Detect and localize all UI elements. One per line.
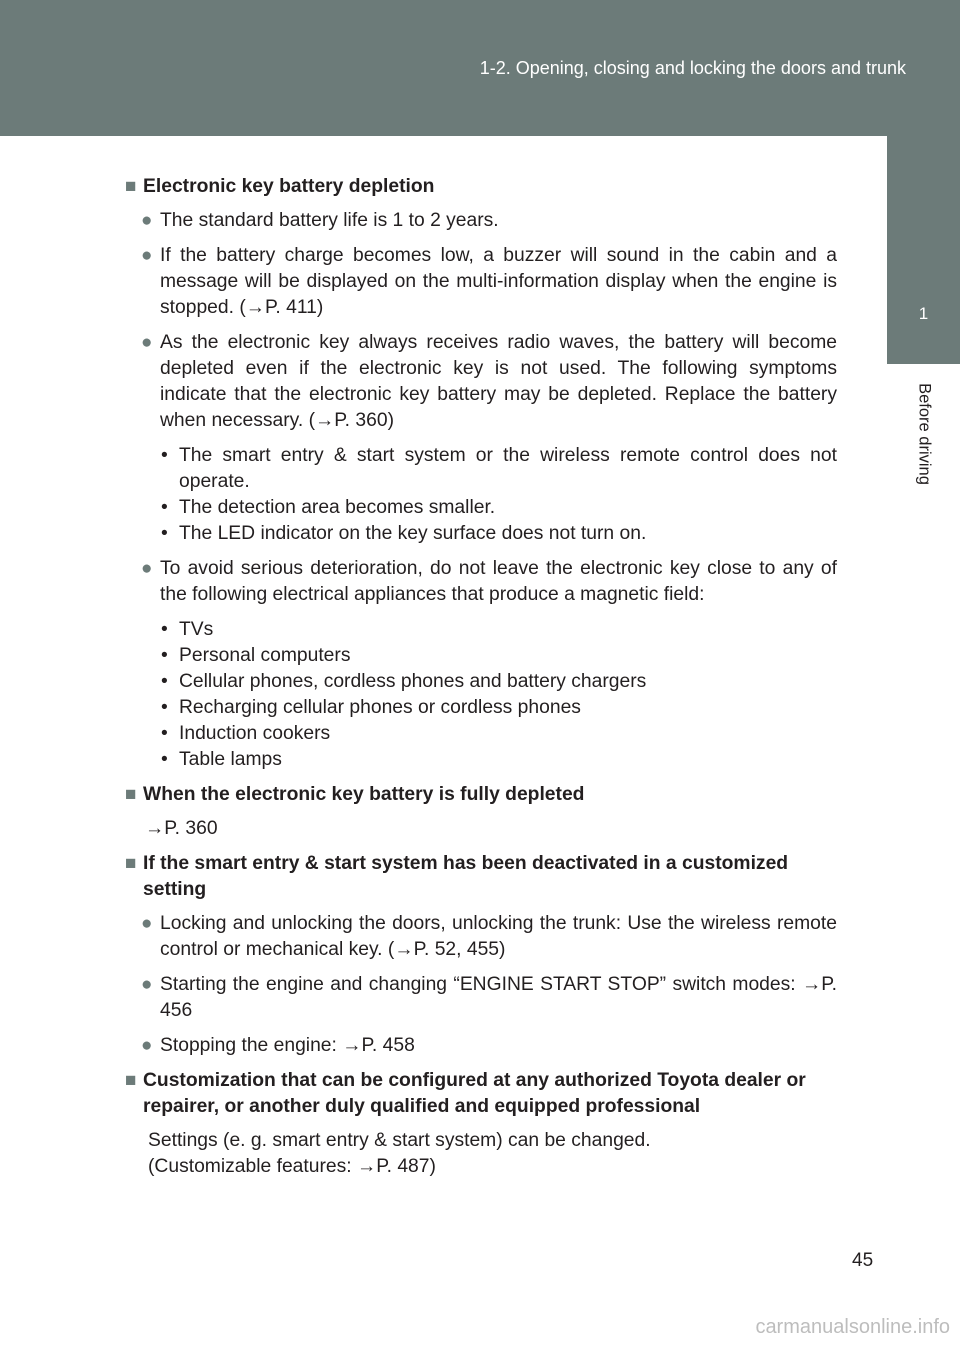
sub-list-item-text: Cellular phones, cordless phones and battery chargers [179,671,647,692]
list-item-text: To avoid serious deterioration, do not leave the electronic key close to any of the following electrical appliances that produce a magnetic field: [160,558,837,605]
section-heading-text: If the smart entry & start system has been deactivated in a customized setting [143,853,789,900]
page-reference: →P. 360 [145,818,218,839]
list-item [125,556,837,608]
chapter-number: 1 [918,304,929,323]
sub-list-item-text: The detection area becomes smaller. [179,497,496,518]
section-heading [125,174,837,200]
section-heading [125,782,837,808]
list-item-text: Locking and unlocking the doors, unlocking the trunk: Use the wireless remote control or mechanical key. (→P. 52, 455) [160,913,837,960]
chapter-header [0,0,960,136]
list-item-text: Starting the engine and changing “ENGINE START STOP” switch modes: →P. 456 [160,974,837,1021]
sub-list-item-text: Induction cookers [179,723,331,744]
list-item-text: The standard battery life is 1 to 2 years. [160,210,499,231]
sub-list-item-text: Personal computers [179,645,351,666]
sub-list-item [125,443,837,495]
circle-bullet-icon: ● [141,558,153,579]
page-content [125,174,837,1180]
sub-list-item [125,721,837,747]
circle-bullet-icon: ● [141,1035,153,1056]
list-item-text: Stopping the engine: →P. 458 [160,1035,415,1056]
sub-list-item-text: TVs [179,619,214,640]
side-label-container [887,364,960,514]
sub-list-item [125,617,837,643]
sub-list-item [125,695,837,721]
list-item-text: If the battery charge becomes low, a buzzer will sound in the cabin and a message will be displayed on the multi-information display when the engine is stopped. (→P. 411) [160,245,837,318]
list-item-text: As the electronic key always receives radio waves, the battery will become depleted even if the electronic key is not used. The following symptoms indicate that the electronic key battery may be depleted. Replace the battery when necessary. (→P. 360) [160,332,837,431]
chapter-header-title: 1-2. Opening, closing and locking the doors and trunk [479,58,906,78]
section-heading-text: When the electronic key battery is fully depleted [143,784,585,805]
square-bullet-icon: ■ [125,784,137,805]
circle-bullet-icon: ● [141,332,153,353]
circle-bullet-icon: ● [141,913,153,934]
sub-list-item-text: The smart entry & start system or the wireless remote control does not operate. [179,445,837,492]
sub-list-item [125,521,837,547]
list-item [125,330,837,434]
sub-list-item [125,495,837,521]
note-line: (Customizable features: →P. 487) [148,1156,436,1177]
square-bullet-icon: ■ [125,853,137,874]
bullet-glyph: • [161,697,168,718]
circle-bullet-icon: ● [141,974,153,995]
section-heading-text: Electronic key battery depletion [143,176,435,197]
bullet-glyph: • [161,497,168,518]
sub-list-item [125,747,837,773]
list-item [125,208,837,234]
circle-bullet-icon: ● [141,245,153,266]
chapter-side-tab [887,136,960,364]
list-item [125,1033,837,1059]
section-heading-text: Customization that can be configured at any authorized Toyota dealer or repairer, or another duly qualified and equipped professional [143,1070,806,1117]
sub-list-item [125,669,837,695]
list-item [125,911,837,963]
bullet-glyph: • [161,445,168,466]
sub-list-item-text: Table lamps [179,749,282,770]
sub-list-item-text: Recharging cellular phones or cordless phones [179,697,581,718]
watermark: carmanualsonline.info [755,1316,950,1338]
list-item [125,972,837,1024]
appliance-list [125,617,837,773]
square-bullet-icon: ■ [125,1070,137,1091]
bullet-glyph: • [161,619,168,640]
circle-bullet-icon: ● [141,210,153,231]
list-item [125,243,837,321]
note-line: Settings (e. g. smart entry & start system) can be changed. [148,1130,651,1151]
square-bullet-icon: ■ [125,176,137,197]
bullet-glyph: • [161,645,168,666]
section-heading [125,851,837,903]
bullet-glyph: • [161,749,168,770]
bullet-glyph: • [161,671,168,692]
sub-list-item-text: The LED indicator on the key surface does not turn on. [179,523,647,544]
sub-list-item [125,643,837,669]
bullet-glyph: • [161,523,168,544]
bullet-glyph: • [161,723,168,744]
section-heading [125,1068,837,1120]
symptom-list [125,443,837,547]
page-number: 45 [852,1250,874,1271]
chapter-side-label: Before driving [915,383,933,485]
